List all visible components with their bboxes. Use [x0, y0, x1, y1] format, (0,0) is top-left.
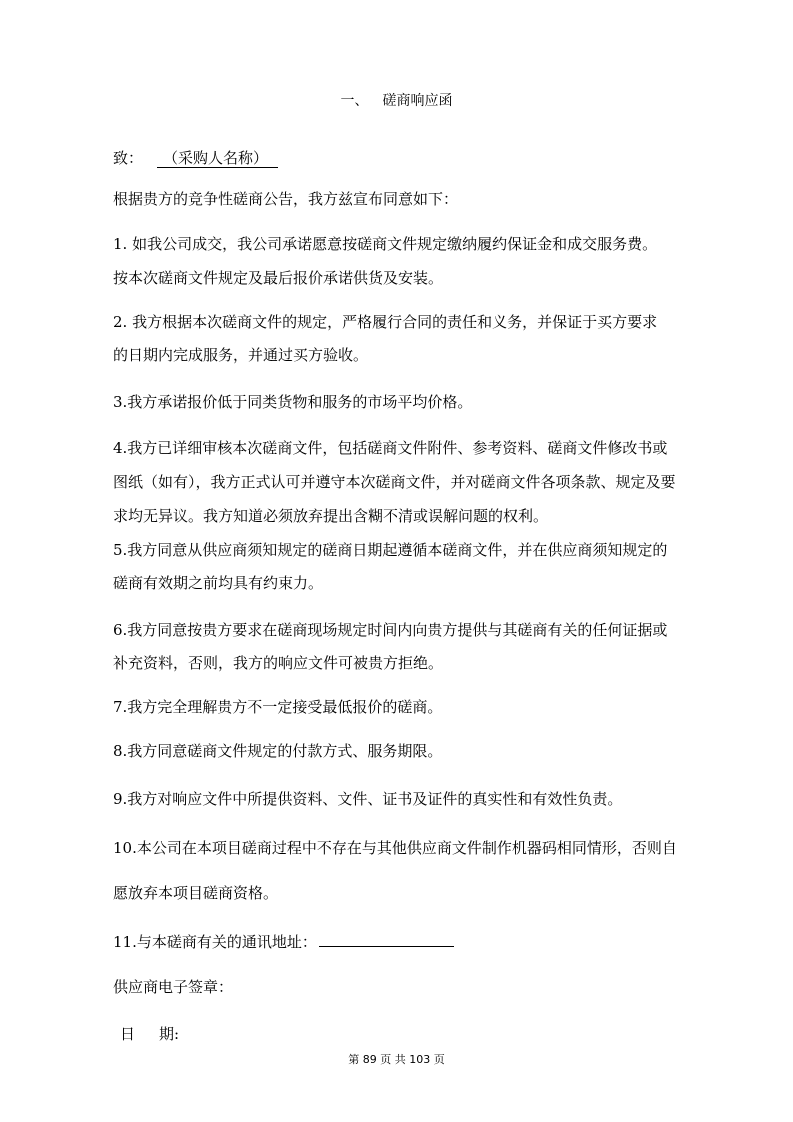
item-5-line-1: 5.我方同意从供应商须知规定的磋商日期起遵循本磋商文件，并在供应商须知规定的	[113, 541, 668, 559]
item-8-line-1: 8.我方同意磋商文件规定的付款方式、服务期限。	[113, 742, 443, 760]
item-6-line-2: 补充资料，否则，我方的响应文件可被贵方拒绝。	[113, 654, 444, 672]
date-label-part-1: 日	[120, 1025, 136, 1043]
address-blank-field	[319, 930, 454, 947]
date-line	[120, 1024, 179, 1044]
item-4-line-3: 求均无异议。我方知道必须放弃提出含糊不清或误解问题的权利。	[113, 507, 549, 525]
section-title-text: 磋商响应函	[382, 93, 453, 109]
item-7-line-1: 7.我方完全理解贵方不一定接受最低报价的磋商。	[113, 698, 443, 716]
signature-label: 供应商电子签章：	[113, 978, 234, 996]
item-11-line	[113, 930, 454, 952]
item-1-line-2: 按本次磋商文件规定及最后报价承诺供货及安装。	[113, 269, 444, 287]
purchaser-name-field: （采购人名称）	[157, 149, 278, 168]
page-footer: 第 89 页 共 103 页	[348, 1053, 445, 1066]
item-2-line-1: 2. 我方根据本次磋商文件的规定，严格履行合同的责任和义务，并保证于买方要求	[113, 313, 658, 331]
item-3-line-1: 3.我方承诺报价低于同类货物和服务的市场平均价格。	[113, 393, 473, 411]
addressee-line	[113, 148, 278, 168]
addressee-label: 致：	[113, 149, 144, 167]
intro-text: 根据贵方的竞争性磋商公告，我方兹宣布同意如下：	[113, 190, 459, 208]
section-title	[0, 92, 793, 110]
item-5-line-2: 磋商有效期之前均具有约束力。	[113, 574, 324, 592]
item-10-line-1: 10.本公司在本项目磋商过程中不存在与其他供应商文件制作机器码相同情形，否则自	[113, 839, 677, 857]
item-4-line-2: 图纸（如有），我方正式认可并遵守本次磋商文件，并对磋商文件各项条款、规定及要	[113, 473, 676, 491]
item-9-line-1: 9.我方对响应文件中所提供资料、文件、证书及证件的真实性和有效性负责。	[113, 790, 623, 808]
item-10-line-2: 愿放弃本项目磋商资格。	[113, 884, 279, 902]
item-2-line-2: 的日期内完成服务，并通过买方验收。	[113, 346, 369, 364]
item-6-line-1: 6.我方同意按贵方要求在磋商现场规定时间内向贵方提供与其磋商有关的任何证据或	[113, 621, 668, 639]
item-4-line-1: 4.我方已详细审核本次磋商文件，包括磋商文件附件、参考资料、磋商文件修改书或	[113, 439, 668, 457]
address-label: 11.与本磋商有关的通讯地址：	[113, 933, 317, 951]
item-1-line-1: 1. 如我公司成交，我公司承诺愿意按磋商文件规定缴纳履约保证金和成交服务费。	[113, 235, 658, 253]
section-number: 一、	[340, 93, 369, 109]
date-label-part-2: 期:	[159, 1025, 180, 1043]
